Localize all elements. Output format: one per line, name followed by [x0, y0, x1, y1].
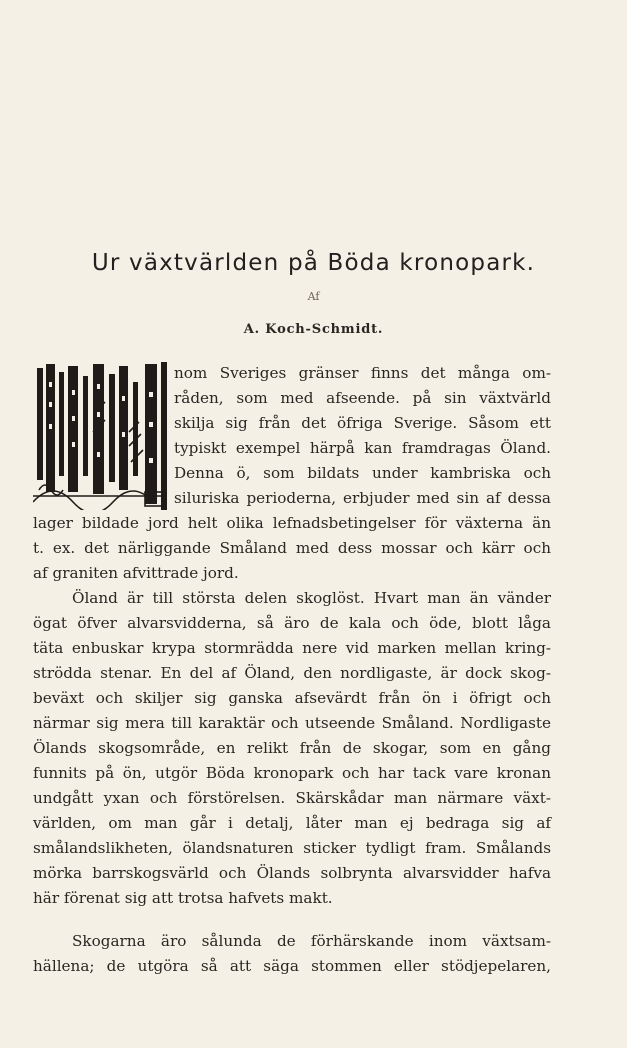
text-line: undgått yxan och förstörelsen. Skärskådar man närmare växt- [33, 789, 551, 807]
text-line: funnits på ön, utgör Böda kronopark och har tack vare kronan [33, 764, 551, 782]
text-line: t. ex. det närliggande Småland med dess mossar och kärr och [33, 539, 551, 557]
author-name: A. Koch-Schmidt. [243, 322, 384, 337]
text-line: världen, om man går i detalj, låter man ej bedraga sig af [33, 814, 551, 832]
byline: Af [307, 290, 320, 303]
text-line: smålandslikheten, ölandsnaturen sticker tydligt fram. Smålands [33, 839, 551, 857]
text-line: hällena; de utgöra så att säga stommen eller stödjepelaren, [33, 957, 551, 975]
text-line: Öland är till största delen skoglöst. Hvart man än vänder [72, 589, 551, 607]
text-line: råden, som med afseende. på sin växtvärld [174, 389, 551, 407]
text-line: skilja sig från det öfriga Sverige. Såsom ett [174, 414, 551, 432]
text-line: siluriska perioderna, erbjuder med sin af dessa [174, 489, 551, 507]
text-line: nom Sveriges gränser finns det många om- [174, 364, 551, 382]
text-line: Skogarna äro sålunda de förhärskande inom växtsam- [72, 932, 551, 950]
text-line: täta enbuskar krypa stormrädda nere vid marken mellan kring- [33, 639, 551, 657]
text-line: närmar sig mera till karaktär och utseende Småland. Nordligaste [33, 714, 551, 732]
text-line: mörka barrskogsvärld och Ölands solbrynta alvarsvidder hafva [33, 864, 551, 882]
text-line: beväxt och skiljer sig ganska afsevärdt från ön i öfrigt och [33, 689, 551, 707]
text-line: lager bildade jord helt olika lefnadsbetingelser för växterna än [33, 514, 551, 532]
text-line: Denna ö, som bildats under kambriska och [174, 464, 551, 482]
text-line: här förenat sig att trotsa hafvets makt. [33, 889, 333, 907]
text-line: typiskt exempel härpå kan framdragas Öland. [174, 439, 551, 457]
article-title: Ur växtvärlden på Böda kronopark. [91, 250, 536, 276]
text-line: af graniten afvittrade jord. [33, 564, 239, 582]
decorated-initial-icon [33, 362, 169, 510]
text-line: ögat öfver alvarsvidderna, så äro de kala och öde, blott låga [33, 614, 551, 632]
text-line: Ölands skogsområde, en relikt från de skogar, som en gång [33, 739, 551, 757]
text-line: strödda stenar. En del af Öland, den nordligaste, är dock skog- [33, 664, 551, 682]
